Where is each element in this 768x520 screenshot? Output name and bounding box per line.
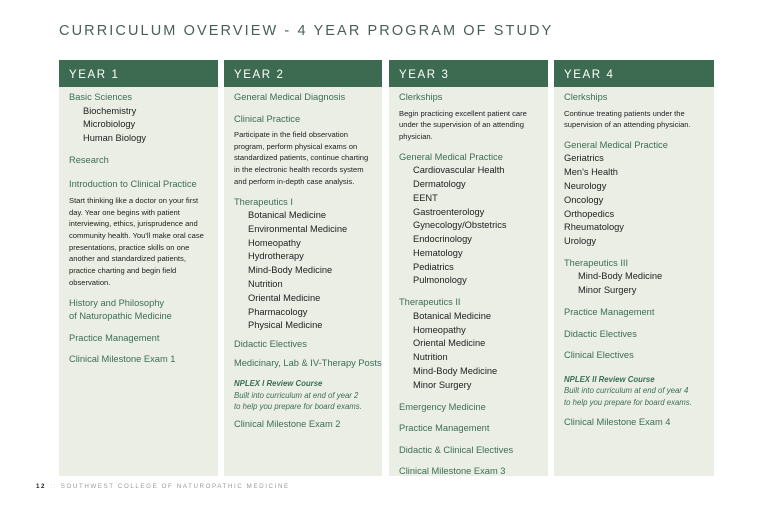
section-medicinary-lab: Medicinary, Lab & IV-Therapy Posts [234,357,382,368]
section-therapeutics-3: Therapeutics III [564,257,629,268]
page-footer [36,483,290,490]
section-didactic-electives: Didactic Electives [234,339,307,350]
year-3-column [389,60,548,476]
course-item: Cardiovascular Health [413,165,505,176]
section-milestone-exam: Clinical Milestone Exam 1 [69,354,176,365]
section-general-medical-practice: General Medical Practice [399,151,503,162]
course-item: Pediatrics [413,261,454,272]
nplex-1-title: NPLEX I Review Course [234,379,323,389]
course-item: Pharmacology [248,306,308,317]
course-item: Minor Surgery [578,285,637,296]
course-item: Geriatrics [564,153,604,164]
course-item: Gynecology/Obstetrics [413,220,507,231]
section-general-medical-diagnosis: General Medical Diagnosis [234,92,346,102]
year-4-column [554,60,714,476]
section-milestone-exam: Clinical Milestone Exam 2 [234,418,341,429]
section-practice-management: Practice Management [69,332,160,343]
section-description: Continue treating patients under the supervision of an attending physician. [564,108,691,130]
section-clerkships: Clerkships [399,92,443,102]
course-item: Minor Surgery [413,379,472,390]
course-item: Mind-Body Medicine [413,365,498,376]
section-description: Start thinking like a doctor on your first day. Year one begins with patient interviewing, ethics, jurisprudence and community health. You'll make oral case presentations, practice skills on one another and standardized patients, practice charting and begin field observation. [69,195,204,287]
course-item: Hydrotherapy [248,251,304,262]
year-2-header: YEAR 2 [224,60,382,87]
course-item: Botanical Medicine [248,210,327,221]
section-clinical-electives: Clinical Electives [564,350,634,361]
course-item: Oncology [564,194,604,205]
section-history-philosophy [69,297,218,324]
section-history-line-2: of Naturopathic Medicine [69,311,172,322]
course-item: Nutrition [413,352,448,363]
section-milestone-exam: Clinical Milestone Exam 3 [399,466,506,477]
course-item: Oriental Medicine [248,292,321,303]
section-therapeutics-2: Therapeutics II [399,297,461,308]
page-number: 12 [36,483,47,490]
section-research: Research [69,154,109,165]
year-4-header: YEAR 4 [554,60,714,87]
section-milestone-exam: Clinical Milestone Exam 4 [564,417,671,428]
section-description: Participate in the field observation program, perform physical exams on standardized patients, continue charting in the electronic health records system and perform in-depth case analysis. [234,130,369,186]
course-item: Oriental Medicine [413,338,486,349]
course-item: Pulmonology [413,275,467,286]
course-item: Mind-Body Medicine [578,271,663,282]
course-item: Human Biology [83,133,147,144]
section-clinical-practice: Clinical Practice [234,113,301,124]
section-practice-management: Practice Management [564,307,655,318]
course-item: Microbiology [83,119,136,130]
section-history-line-1: History and Philosophy [69,297,165,308]
section-didactic-electives: Didactic Electives [564,328,637,339]
course-item: Urology [564,236,597,247]
section-basic-sciences: Basic Sciences [69,92,133,102]
section-electives: Didactic & Clinical Electives [399,444,514,455]
course-item: Dermatology [413,178,466,189]
section-practice-management: Practice Management [399,423,490,434]
course-item: Botanical Medicine [413,310,492,321]
course-item: Environmental Medicine [248,223,348,234]
section-therapeutics-1: Therapeutics I [234,196,293,207]
course-item: Biochemistry [83,105,137,116]
nplex-2-desc-line-2: to help you prepare for board exams. [564,397,692,407]
section-description: Begin practicing excellent patient care under the supervision of an attending physician. [399,108,527,141]
section-emergency-medicine: Emergency Medicine [399,401,486,412]
course-item: Endocrinology [413,234,472,245]
course-item: EENT [413,192,438,203]
course-item: Men's Health [564,167,618,178]
course-item: Homeopathy [413,324,466,335]
course-item: Homeopathy [248,237,301,248]
course-item: Hematology [413,247,463,258]
nplex-2-title: NPLEX II Review Course [564,374,655,384]
course-item: Orthopedics [564,208,615,219]
course-item: Mind-Body Medicine [248,265,333,276]
section-intro-clinical-practice: Introduction to Clinical Practice [69,179,197,190]
section-general-medical-practice: General Medical Practice [564,139,668,150]
course-item: Rheumatology [564,222,624,233]
year-1-column [59,60,218,476]
page-title: CURRICULUM OVERVIEW - 4 YEAR PROGRAM OF STUDY [59,23,554,39]
nplex-1-desc-line-1: Built into curriculum at end of year 2 [234,390,359,400]
nplex-2-desc-line-1: Built into curriculum at end of year 4 [564,386,689,396]
year-2-column [224,60,382,476]
organization-name: SOUTHWEST COLLEGE OF NATUROPATHIC MEDICINE [60,483,290,490]
year-1-header: YEAR 1 [59,60,218,87]
nplex-1-desc-line-2: to help you prepare for board exams. [234,402,362,412]
year-3-header: YEAR 3 [389,60,548,87]
course-item: Nutrition [248,279,283,289]
section-clerkships: Clerkships [564,92,608,102]
footer-separator: :: [50,483,57,490]
course-item: Neurology [564,181,607,191]
course-item: Gastroenterology [413,206,485,217]
course-item: Physical Medicine [248,320,323,331]
